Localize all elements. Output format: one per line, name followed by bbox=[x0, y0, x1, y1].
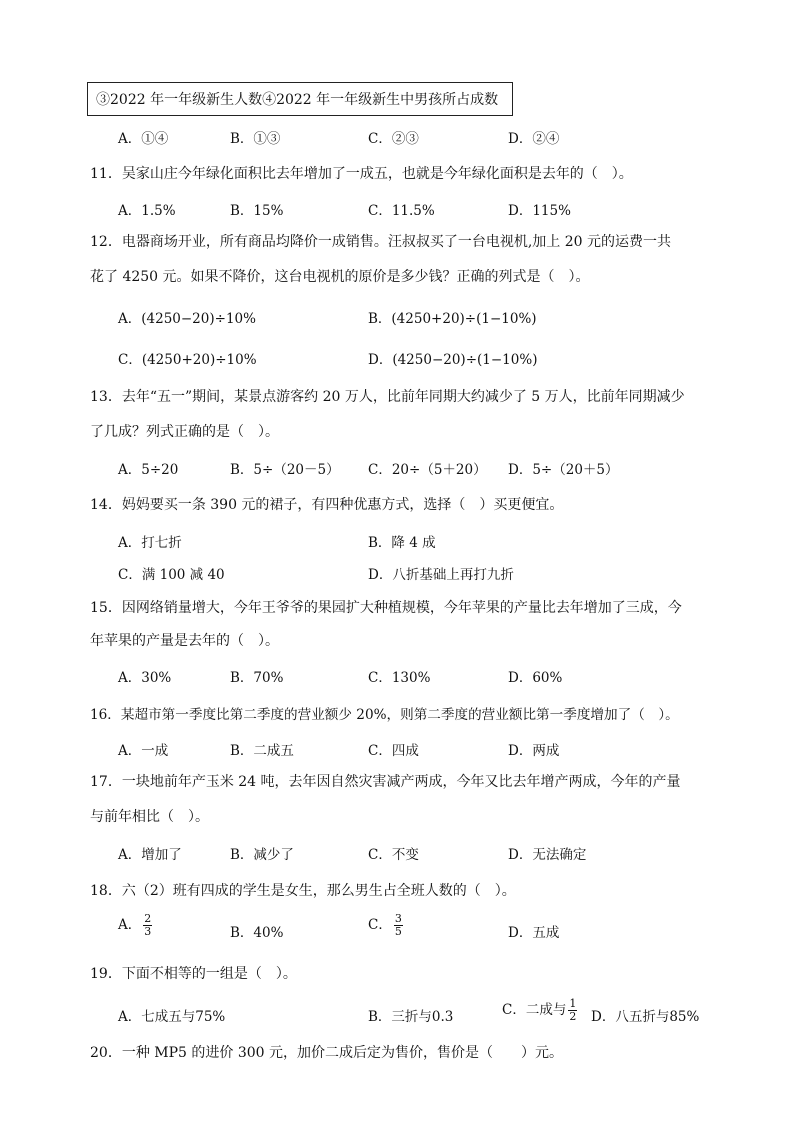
q17-line2: 与前年相比（ ）。 bbox=[90, 809, 209, 825]
fraction-numerator: 2 bbox=[144, 912, 152, 925]
q10-option-b: B．①③ bbox=[230, 131, 281, 147]
q14-option-a: A．打七折 bbox=[118, 535, 182, 551]
q16-option-d: D．两成 bbox=[508, 743, 560, 759]
q15-option-a: A．30% bbox=[118, 670, 172, 686]
q14-option-d: D．八折基础上再打九折 bbox=[368, 567, 514, 583]
fraction-one-half bbox=[568, 998, 577, 1023]
q17-option-c: C．不变 bbox=[368, 847, 419, 863]
q11-text: 11．吴家山庄今年绿化面积比去年增加了一成五，也就是今年绿化面积是去年的（ ）。 bbox=[90, 166, 633, 182]
q16-text: 16．某超市第一季度比第二季度的营业额少 20%，则第二季度的营业额比第一季度增加了（ ）。 bbox=[90, 707, 679, 723]
q17-option-b: B．减少了 bbox=[230, 847, 294, 863]
q11-option-c: C．11.5% bbox=[368, 203, 435, 219]
q15-option-d: D．60% bbox=[508, 670, 563, 686]
q15-option-b: B．70% bbox=[230, 670, 284, 686]
q17-line1: 17．一块地前年产玉米 24 吨，去年因自然灾害减产两成，今年又比去年增产两成，今年的产量 bbox=[90, 774, 681, 790]
option-box bbox=[87, 82, 513, 116]
q14-option-b: B．降 4 成 bbox=[368, 535, 436, 551]
q11-option-b: B．15% bbox=[230, 203, 284, 219]
fraction-numerator: 3 bbox=[394, 912, 402, 925]
q13-option-b: B．5÷（20－5） bbox=[230, 462, 340, 478]
q12-option-c: C．(4250+20)÷10% bbox=[118, 352, 257, 368]
q12-option-d: D．(4250−20)÷(1−10%) bbox=[368, 352, 538, 368]
q18-option-c bbox=[368, 913, 405, 938]
q19-option-c-prefix: C．二成与 bbox=[502, 1002, 567, 1018]
q13-option-a: A．5÷20 bbox=[118, 462, 179, 478]
q17-option-d: D．无法确定 bbox=[508, 847, 587, 863]
q15-option-c: C．130% bbox=[368, 670, 431, 686]
q12-line2: 花了 4250 元。如果不降价，这台电视机的原价是多少钱？正确的列式是（ ）。 bbox=[90, 269, 590, 285]
q18-option-a-prefix: A． bbox=[118, 917, 142, 933]
q14-text: 14．妈妈要买一条 390 元的裙子，有四种优惠方式，选择（ ）买更便宜。 bbox=[90, 497, 564, 513]
q12-option-a: A．(4250−20)÷10% bbox=[118, 311, 256, 327]
q11-option-a: A．1.5% bbox=[118, 203, 176, 219]
q19-option-a: A．七成五与75% bbox=[118, 1009, 226, 1025]
q10-option-c: C．②③ bbox=[368, 131, 419, 147]
q17-option-a: A．增加了 bbox=[118, 847, 182, 863]
q10-option-d: D．②④ bbox=[508, 131, 560, 147]
q12-line1: 12．电器商场开业，所有商品均降价一成销售。汪叔叔买了一台电视机,加上 20 元的运费一共 bbox=[90, 234, 671, 250]
q12-option-b: B．(4250+20)÷(1−10%) bbox=[368, 311, 537, 327]
box-text: ③2022 年一年级新生人数④2022 年一年级新生中男孩所占成数 bbox=[96, 92, 499, 108]
q15-line1: 15．因网络销量增大，今年王爷爷的果园扩大种植规模，今年苹果的产量比去年增加了三成，今 bbox=[90, 600, 682, 616]
fraction-numerator: 1 bbox=[569, 997, 577, 1010]
fraction-three-fifths bbox=[394, 913, 403, 938]
fraction-denominator: 3 bbox=[144, 925, 152, 938]
q18-option-c-prefix: C． bbox=[368, 917, 392, 933]
q13-line2: 了几成？列式正确的是（ ）。 bbox=[90, 424, 279, 440]
q19-text: 19．下面不相等的一组是（ ）。 bbox=[90, 966, 297, 982]
q18-text: 18．六（2）班有四成的学生是女生，那么男生占全班人数的（ ）。 bbox=[90, 883, 516, 899]
q14-option-c: C．满 100 减 40 bbox=[118, 567, 225, 583]
fraction-denominator: 2 bbox=[569, 1010, 577, 1023]
q13-option-c: C．20÷（5＋20） bbox=[368, 462, 487, 478]
q13-option-d: D．5÷（20＋5） bbox=[508, 462, 619, 478]
fraction-two-thirds bbox=[143, 913, 152, 938]
fraction-denominator: 5 bbox=[394, 925, 402, 938]
q16-option-c: C．四成 bbox=[368, 743, 419, 759]
q13-line1: 13．去年“五一”期间，某景点游客约 20 万人，比前年同期大约减少了 5 万人，比前年同期减少 bbox=[90, 389, 685, 405]
q20-text: 20．一种 MP5 的进价 300 元，加价二成后定为售价，售价是（ ）元。 bbox=[90, 1045, 563, 1061]
q10-option-a: A．①④ bbox=[118, 131, 169, 147]
q16-option-b: B．二成五 bbox=[230, 743, 294, 759]
q11-option-d: D．115% bbox=[508, 203, 571, 219]
q19-option-c bbox=[502, 998, 579, 1023]
q16-option-a: A．一成 bbox=[118, 743, 169, 759]
q18-option-d: D．五成 bbox=[508, 925, 560, 941]
q18-option-a bbox=[118, 913, 154, 938]
q19-option-d: D．八五折与85% bbox=[591, 1009, 700, 1025]
q19-option-b: B．三折与0.3 bbox=[368, 1009, 454, 1025]
q15-line2: 年苹果的产量是去年的（ ）。 bbox=[90, 633, 279, 649]
q18-option-b: B．40% bbox=[230, 925, 284, 941]
